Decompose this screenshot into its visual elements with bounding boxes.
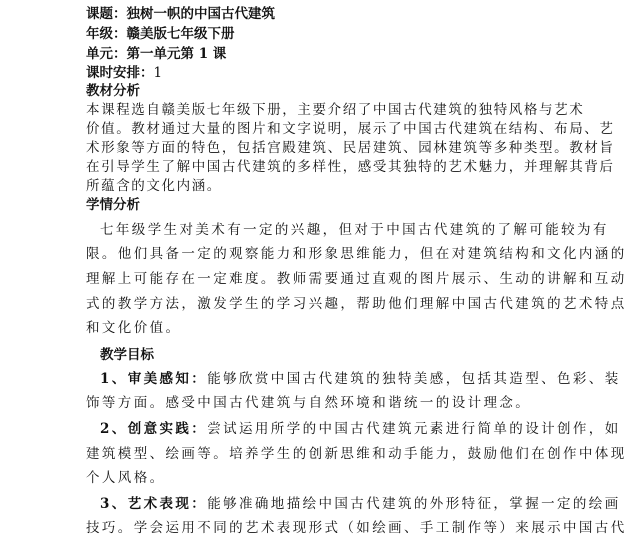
goal-prefix: 3、艺术表现： — [100, 496, 208, 512]
material-line: 本课程选自赣美版七年级下册，主要介绍了中国古代建筑的独特风格与艺术 — [86, 102, 585, 118]
goal-prefix: 1、审美感知： — [100, 371, 208, 387]
unit-line — [86, 45, 226, 63]
goal-text: 能够准确地描绘中国古代建筑的外形特征，掌握一定的绘画 — [207, 496, 621, 512]
schedule-line — [86, 64, 162, 82]
students-line: 和文化价值。 — [86, 320, 182, 336]
goal-text: 尝试运用所学的中国古代建筑元素进行简单的设计创作，如 — [207, 421, 621, 437]
students-line: 式的教学方法，激发学生的学习兴趣，帮助他们理解中国古代建筑的艺术特点 — [86, 296, 627, 312]
goal-line: 技巧。学会运用不同的艺术表现形式（如绘画、手工制作等）来展示中国古代 — [86, 520, 627, 536]
schedule-value: 1 — [153, 65, 163, 81]
material-line: 价值。教材通过大量的图片和文字说明，展示了中国古代建筑在结构、布局、艺 — [86, 121, 615, 137]
topic-label: 课题： — [86, 6, 127, 22]
goals-heading: 教学目标 — [100, 347, 154, 363]
topic-line — [86, 5, 275, 23]
goal-line: 个人风格。 — [86, 470, 166, 486]
grade-label: 年级： — [86, 26, 127, 42]
material-heading: 教材分析 — [86, 83, 140, 99]
goal-item-3 — [100, 495, 621, 513]
goal-line: 建筑模型、绘画等。培养学生的创新思维和动手能力，鼓励他们在创作中体现 — [86, 446, 627, 462]
unit-value: 第一单元第 1 课 — [126, 46, 227, 62]
students-line: 限。他们具备一定的观察能力和形象思维能力，但在对建筑结构和文化内涵的 — [86, 246, 627, 262]
material-line: 所蕴含的文化内涵。 — [86, 178, 222, 194]
students-heading: 学情分析 — [86, 197, 140, 213]
goal-text: 能够欣赏中国古代建筑的独特美感，包括其造型、色彩、装 — [207, 371, 621, 387]
material-line: 在引导学生了解中国古代建筑的多样性，感受其独特的艺术魅力，并理解其背后 — [86, 159, 615, 175]
topic-value: 独树一帜的中国古代建筑 — [126, 6, 275, 22]
goal-item-2 — [100, 420, 621, 438]
grade-line — [86, 25, 235, 43]
goal-item-1 — [100, 370, 621, 388]
material-line: 术形象等方面的特色，包括宫殿建筑、民居建筑、园林建筑等多种类型。教材旨 — [86, 140, 615, 156]
goal-line: 饰等方面。感受中国古代建筑与自然环境和谐统一的设计理念。 — [86, 395, 532, 411]
grade-value: 赣美版七年级下册 — [126, 26, 235, 42]
students-line: 理解上可能存在一定难度。教师需要通过直观的图片展示、生动的讲解和互动 — [86, 271, 627, 287]
schedule-label: 课时安排： — [86, 65, 154, 81]
goal-prefix: 2、创意实践： — [100, 421, 208, 437]
students-line: 七年级学生对美术有一定的兴趣，但对于中国古代建筑的了解可能较为有 — [100, 222, 609, 238]
unit-label: 单元： — [86, 46, 127, 62]
